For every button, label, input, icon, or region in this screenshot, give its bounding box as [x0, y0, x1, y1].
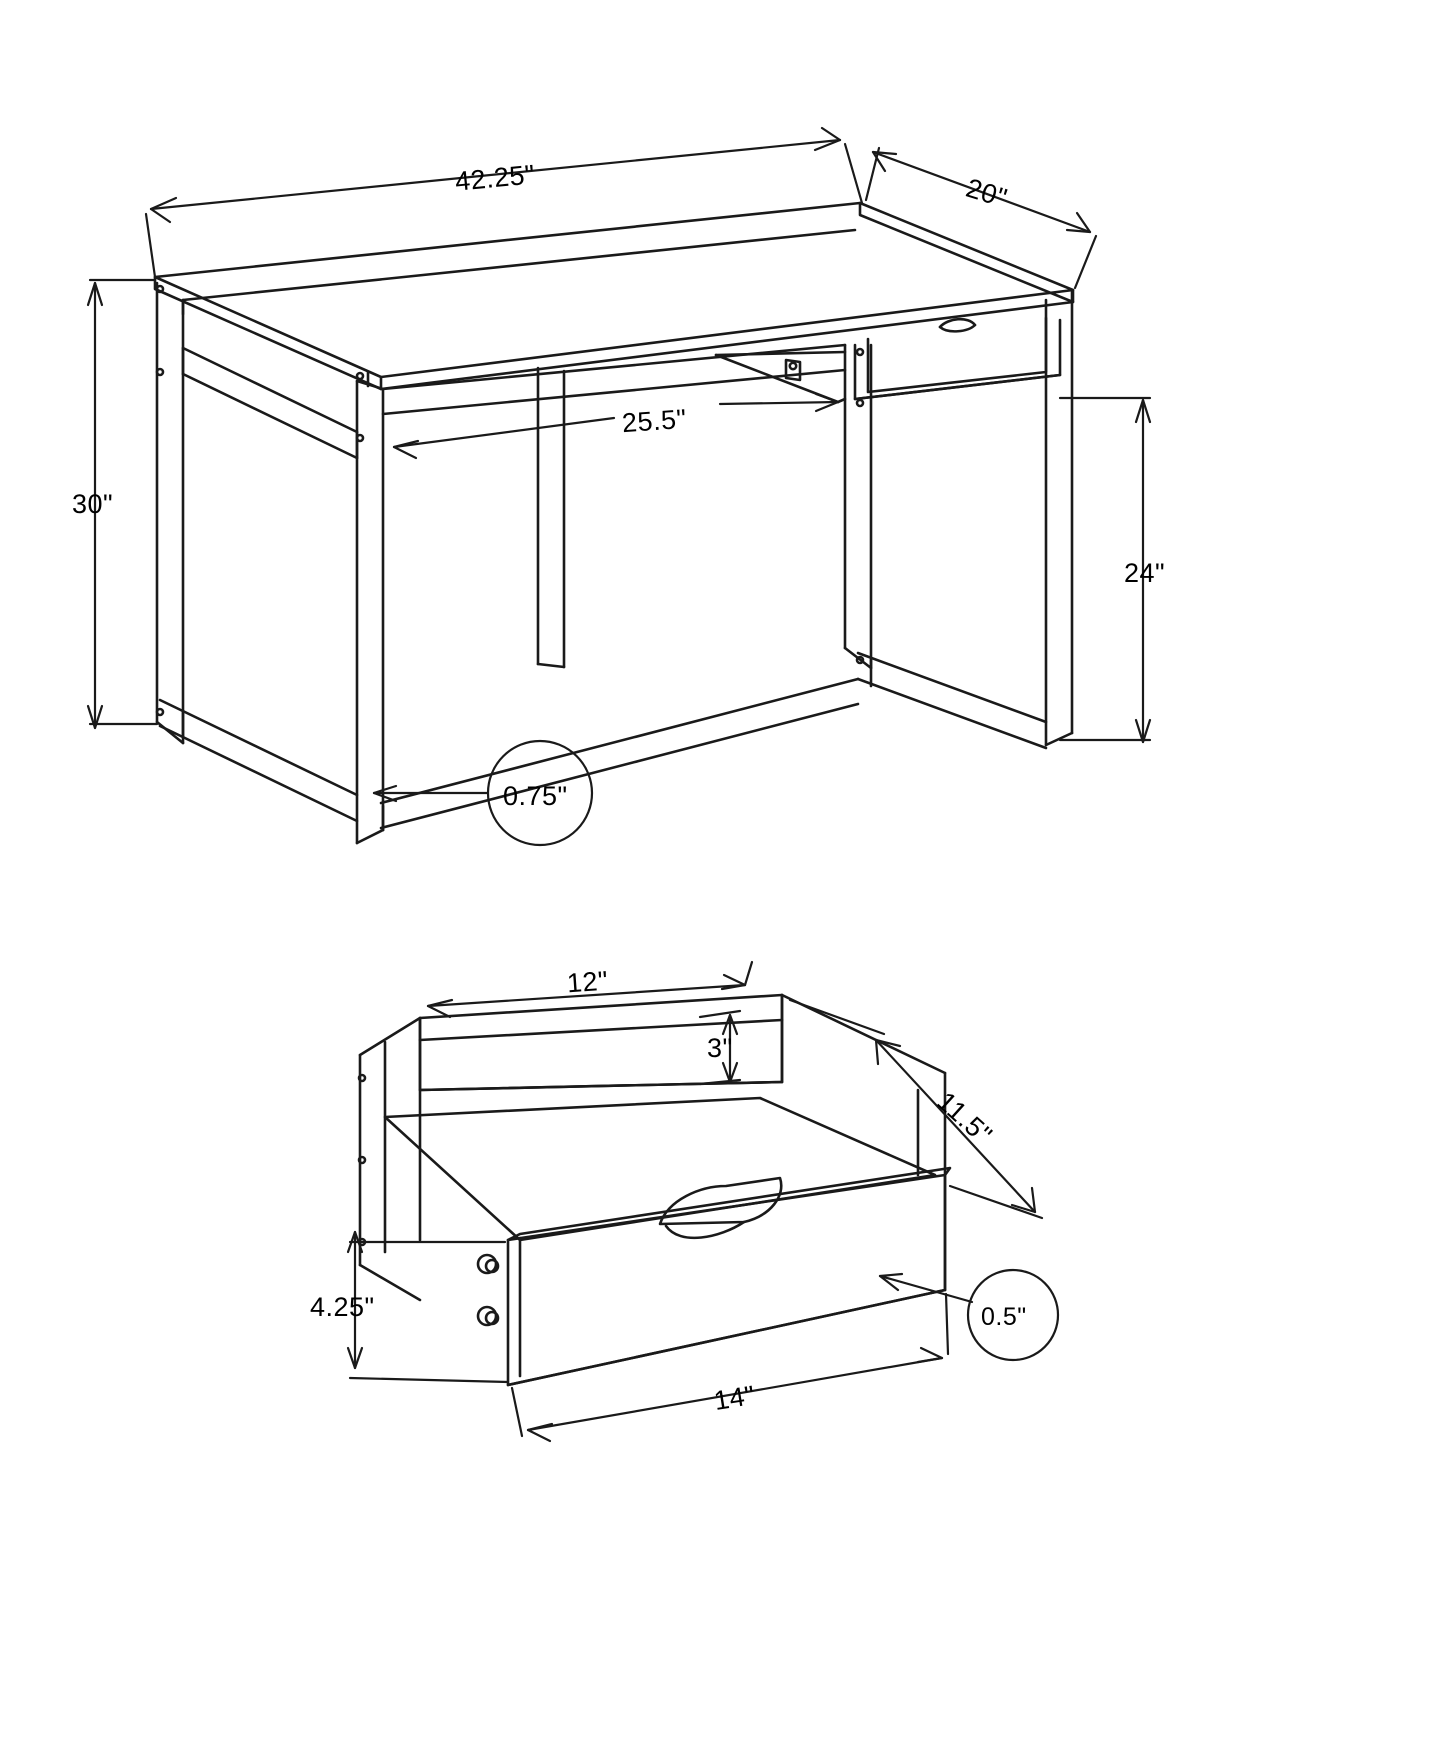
dimension-label-drawer-panel-thickness: 0.5" — [981, 1303, 1027, 1331]
dimension-label-drawer-inner-height: 3" — [707, 1033, 733, 1063]
dimension-label-frame-tube-thickness: 0.75" — [503, 781, 568, 811]
dimension-label-desk-depth-top: 20" — [962, 172, 1011, 214]
dimension-label-desk-height-total: 30" — [72, 489, 114, 519]
dimension-label-desk-width-top: 42.25" — [453, 159, 537, 197]
dimension-label-drawer-inner-width: 12" — [565, 965, 610, 999]
desk-figure-geometry — [155, 203, 1073, 843]
drawer-figure-geometry — [359, 995, 950, 1385]
dimension-label-drawer-front-height: 4.25" — [310, 1292, 375, 1322]
drawer-dimension-lines — [348, 962, 1058, 1441]
dimension-label-drawer-depth: 11.5" — [931, 1086, 998, 1151]
dimension-label-desk-inner-width: 25.5" — [620, 403, 688, 439]
dimension-label-desk-clearance-height: 24" — [1124, 558, 1166, 588]
dimension-label-drawer-front-width: 14" — [711, 1379, 758, 1417]
